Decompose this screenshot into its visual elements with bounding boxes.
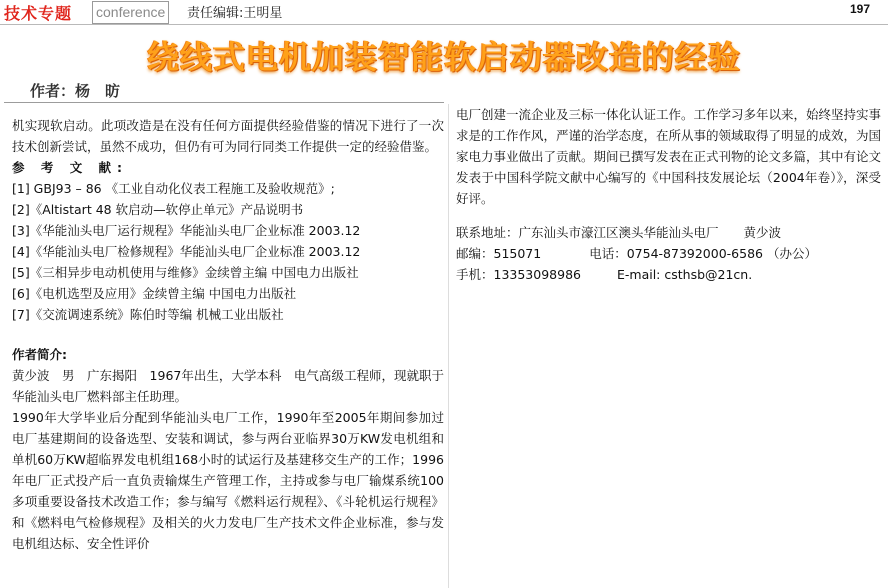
intro-paragraph: 机实现软启动。此项改造是在没有任何方面提供经验借鉴的情况下进行了一次技术创新尝试，虽然不成功，但仍有可为同行同类工作提供一定的经验借鉴。 xyxy=(12,118,444,154)
reference-item: [7]《交流调速系统》陈伯时等编 机械工业出版社 xyxy=(12,307,284,322)
right-column xyxy=(456,104,881,285)
left-column xyxy=(12,115,444,554)
phone: 电话：0754-87392000-6586 （办公） xyxy=(589,246,817,261)
bio-continuation: 电厂创建一流企业及三标一体化认证工作。工作学习多年以来，始终坚持实事求是的工作作风，严谨的治学态度，在所从事的领域取得了明显的成效，为国家电力事业做出了贡献。期间已撰写发表在正式刊物的论文多篇，其中有论文发表于中国科学院文献中心编写的《中国科技发展论坛（2004年卷）》，深受好评。 xyxy=(456,107,882,206)
contact-mobile-email xyxy=(456,264,881,285)
contact-postcode-phone xyxy=(456,243,881,264)
bio-paragraph: 黄少波 男 广东揭阳 1967年出生，大学本科 电气高级工程师，现就职于华能汕头电厂燃料部主任助理。 xyxy=(12,368,444,404)
email: E-mail: csthsb@21cn. xyxy=(616,267,753,282)
section-label: 技术专题 xyxy=(4,4,73,23)
page-header xyxy=(0,0,888,25)
page-number: 197 xyxy=(849,2,870,16)
reference-item: [3]《华能汕头电厂运行规程》华能汕头电厂企业标准 2003.12 xyxy=(12,223,361,238)
article-title: 绕线式电机加装智能软启动器改造的经验 xyxy=(146,38,741,76)
reference-item: [6]《电机选型及应用》金续曾主编 中国电力出版社 xyxy=(12,286,297,301)
editor-credit: 责任编辑:王明星 xyxy=(187,6,283,21)
column-divider xyxy=(448,104,449,588)
references-heading: 参 考 文 献: xyxy=(12,160,129,175)
mobile: 手机：13353098986 xyxy=(456,267,581,282)
reference-item: [4]《华能汕头电厂检修规程》华能汕头电厂企业标准 2003.12 xyxy=(12,244,361,259)
bio-heading: 作者简介: xyxy=(12,347,67,362)
bio-paragraph: 1990年大学毕业后分配到华能汕头电厂工作，1990年至2005年期间参加过电厂基建期间的设备选型、安装和调试，参与两台亚临界30万KW发电机组和单机60万KW超临界发电机组168小时的试运行及基建移交生产的工作；1996年电厂正式投产后一直负责输煤生产管理工作，主持或参与电厂输煤系统100多项重要设备技术改造工作；参与编写《燃料运行规程》、《斗轮机运行规程》和《燃料电气检修规程》及相关的火力发电厂生产技术文件企业标准，参与发电机组达标、安全性评价 xyxy=(12,410,444,551)
conference-label: conference xyxy=(92,1,169,24)
reference-item: [1] GBJ93 – 86 《工业自动化仪表工程施工及验收规范》; xyxy=(12,181,335,196)
reference-item: [2]《Altistart 48 软启动—软停止单元》产品说明书 xyxy=(12,202,304,217)
author-divider xyxy=(4,102,444,103)
contact-address: 联系地址：广东汕头市濠江区澳头华能汕头电厂 黄少波 xyxy=(456,225,782,240)
reference-item: [5]《三相异步电动机使用与维修》金续曾主编 中国电力出版社 xyxy=(12,265,359,280)
author-line: 作者：杨 昉 xyxy=(30,82,121,100)
postcode: 邮编：515071 xyxy=(456,246,542,261)
